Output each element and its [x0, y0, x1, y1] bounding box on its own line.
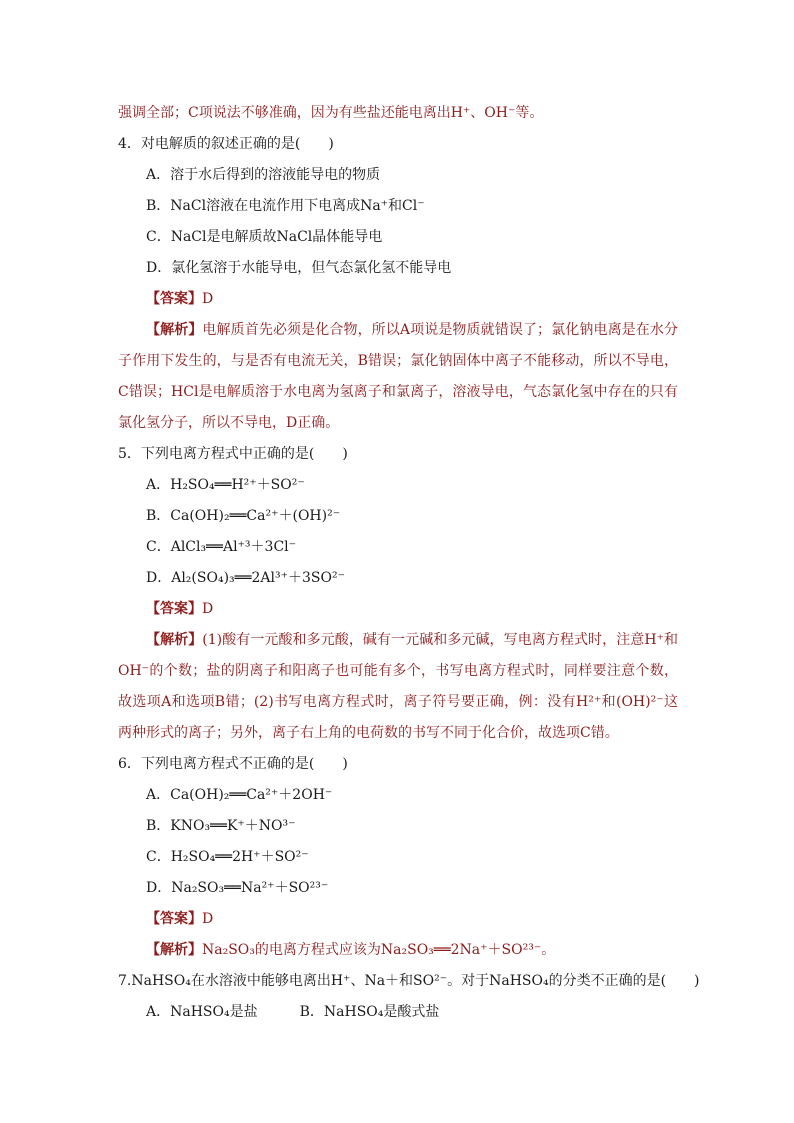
question-4-option-c: C．NaCl是电解质故NaCl晶体能导电 [146, 229, 383, 245]
answer-value: D [202, 291, 214, 307]
question-4-stem: 4．对电解质的叙述正确的是( ) [118, 136, 334, 152]
question-4-option-d: D．氯化氢溶于水能导电，但气态氯化氢不能导电 [146, 260, 452, 276]
answer-value: D [202, 911, 214, 927]
question-4-explanation [118, 315, 678, 439]
question-4-option-b: B．NaCl溶液在电流作用下电离成Na⁺和Cl⁻ [146, 198, 425, 214]
question-5-answer [118, 594, 678, 625]
intro-line: 强调全部；C项说法不够准确，因为有些盐还能电离出H⁺、OH⁻等。 [118, 105, 544, 121]
question-7-stem: 7.NaHSO₄在水溶液中能够电离出H⁺、Na＋和SO²⁻。对于NaHSO₄的分类不正确的是( ) [118, 973, 700, 989]
question-6-explanation [118, 935, 678, 966]
explanation-label: 【解析】 [146, 942, 202, 958]
question-5-option-a: A．H₂SO₄══H²⁺＋SO²⁻ [146, 477, 305, 493]
question-7-options-row: A．NaHSO₄是盐 B．NaHSO₄是酸式盐 [146, 1004, 440, 1020]
question-4-option-a: A．溶于水后得到的溶液能导电的物质 [146, 167, 381, 183]
question-6-option-c: C．H₂SO₄══2H⁺＋SO²⁻ [146, 849, 309, 865]
question-6-option-a: A．Ca(OH)₂══Ca²⁺＋2OH⁻ [146, 787, 333, 803]
question-6-option-d: D．Na₂SO₃══Na²⁺＋SO²³⁻ [146, 880, 329, 896]
answer-value: D [202, 601, 214, 617]
answer-label: 【答案】 [146, 291, 202, 307]
question-6-answer [118, 904, 678, 935]
explanation-text: 电解质首先必须是化合物，所以A项说是物质就错误了；氯化钠电离是在水分子作用下发生的，与是否有电流无关，B错误；氯化钠固体中离子不能移动，所以不导电，C错误；HCl是电解质溶于水电离为氢离子和氯离子，溶液导电，气态氯化氢中存在的只有氯化氢分子，所以不导电，D正确。 [118, 322, 679, 431]
explanation-label: 【解析】 [146, 322, 203, 338]
question-5-stem: 5．下列电离方程式中正确的是( ) [118, 446, 348, 462]
question-5-option-d: D．Al₂(SO₄)₃══2Al³⁺＋3SO²⁻ [146, 570, 345, 586]
answer-label: 【答案】 [146, 911, 202, 927]
question-6-option-b: B．KNO₃══K⁺＋NO³⁻ [146, 818, 296, 834]
question-5-explanation [118, 625, 678, 749]
explanation-text: Na₂SO₃的电离方程式应该为Na₂SO₃══2Na⁺＋SO²³⁻。 [202, 942, 556, 958]
explanation-text: (1)酸有一元酸和多元酸，碱有一元碱和多元碱，写电离方程式时，注意H⁺和OH⁻的个数；盐的阴离子和阳离子也可能有多个，书写电离方程式时，同样要注意个数，故选项A和选项B错；(2)书写电离方程式时，离子符号要正确，例：没有H²⁺和(OH)²⁻这两种形式的离子；另外，离子右上角的电荷数的书写不同于化合价，故选项C错。 [118, 632, 679, 741]
explanation-label: 【解析】 [146, 632, 203, 648]
document-content [118, 98, 700, 1028]
answer-label: 【答案】 [146, 601, 202, 617]
question-6-stem: 6．下列电离方程式不正确的是( ) [118, 756, 348, 772]
question-5-option-c: C．AlCl₃══Al⁺³＋3Cl⁻ [146, 539, 297, 555]
question-5-option-b: B．Ca(OH)₂══Ca²⁺＋(OH)²⁻ [146, 508, 341, 524]
question-4-answer [118, 284, 678, 315]
